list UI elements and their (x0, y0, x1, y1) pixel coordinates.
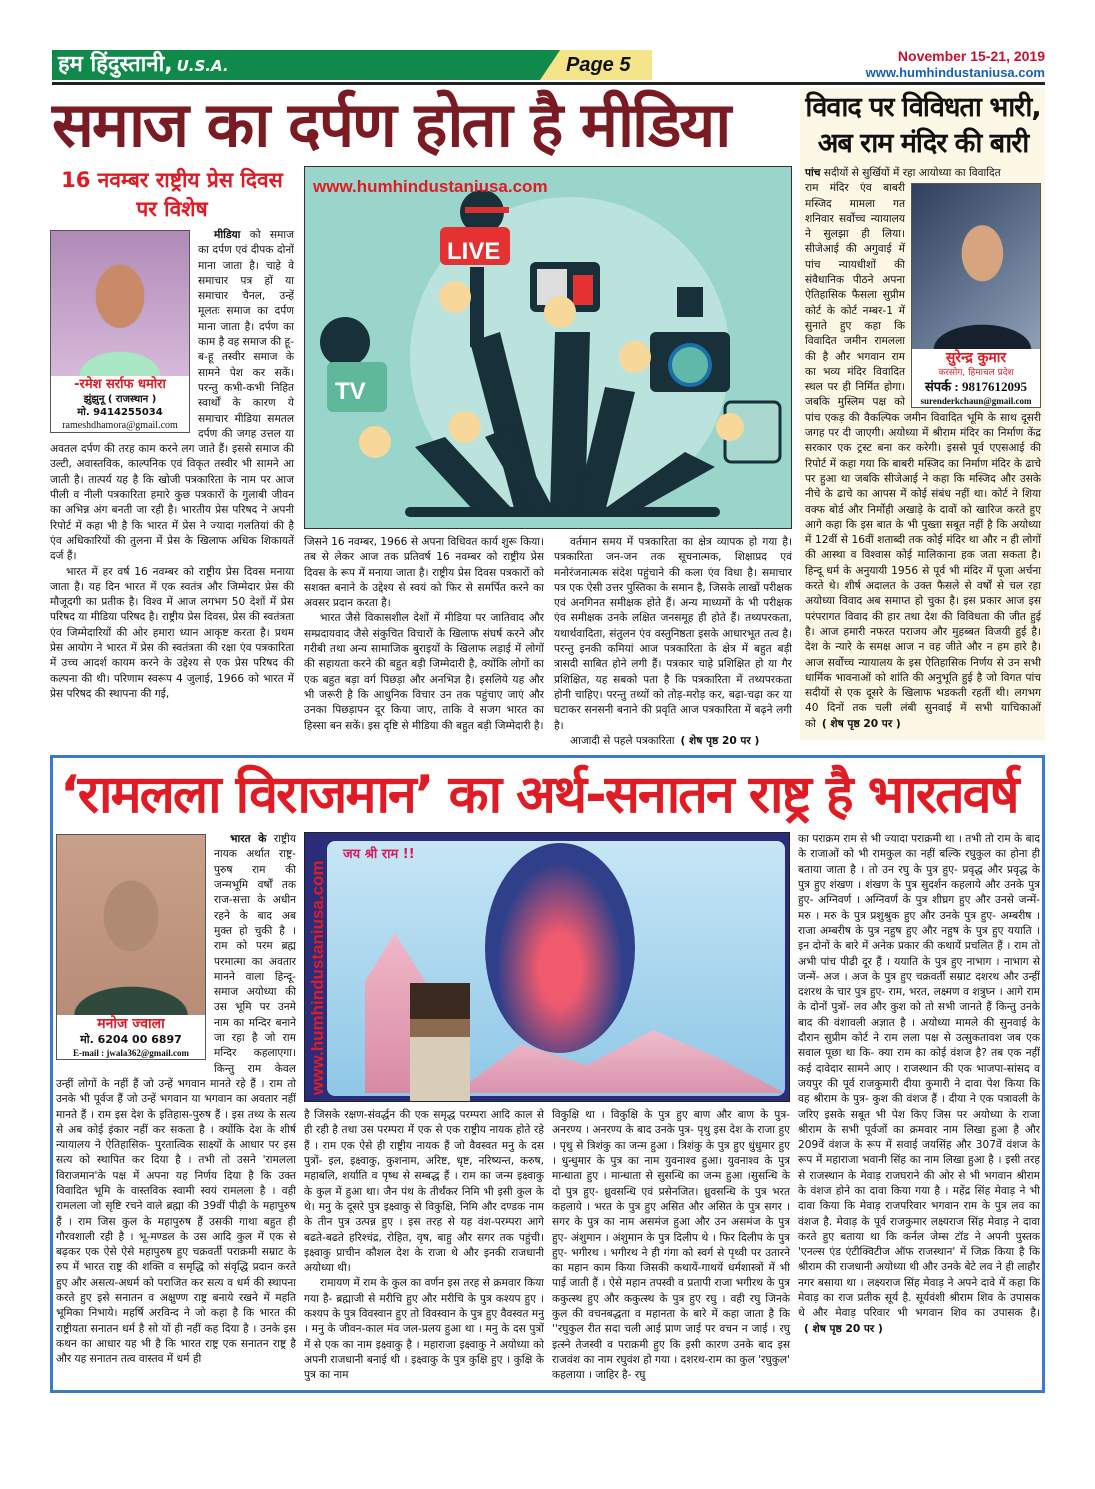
article1-headline: समाज का दर्पण होता है मीडिया (52, 88, 730, 161)
article2-body (805, 166, 1041, 732)
paragraph: का पराक्रम राम से भी ज्यादा पराक्रमी था । तभी तो राम के बाद के राजाओं को भी रामकुल का नहीं बल्कि रघुकुल का होना ही बताया जाता है । तो उन रघु के पुत्र हुए- प्रवृद्ध और प्रवृद्ध के पुत्र हुए शंखण । शंखण के पुत्र सुदर्शन कहलाये और उनके पुत्र हुए- अग्निवर्ण । अग्निवर्ण के पुत्र शीघ्रग हुए और उनसे जन्में- मरु । मरु के पुत्र प्रशुश्रुक हुए और उनके पुत्र हुए- अम्बरीष । राजा अम्बरीष के पुत्र नहुष हुए और नहुष के पुत्र हुए ययाति । इन दोनों के बारे में अनेक प्रकार की कथायें प्रचलित हैं । राम तो अभी पांच पीढी दूर हैं । ययाति के पुत्र हुए नाभाग । नाभाग से जन्में- अज । अज के पुत्र हुए चक्रवर्ती सम्राट दशरथ और उन्हीं दशरथ के चार पुत्र हुए- राम, भरत, लक्ष्मण व शत्रुघ्न । आगे राम के दोनों पुत्रों- लव और कुश को तो सभी जानते हैं किन्तु उनके बाद की वंशावली अज्ञात है । अयोध्या मामले की सुनवाई के दौरान सुप्रीम कोर्ट ने राम लला पक्ष से उत्सुकतावश जब एक सवाल पूछा था कि- क्या राम का कोई वंशज है? तब एक नहीं कई दावेदार सामने आए । राजस्थान की एक भाजपा-सांसद व जयपुर की पूर्व राजकुमारी दीया कुमारी ने दावा पेश किया कि वह श्रीराम के पुत्र- कुश की वंशज हैं । दीया ने एक पत्रावली के जरिए इसके सबूत भी पेश किए जिस पर अयोध्या के राजा श्रीराम के सभी पूर्वजों का क्रमवार नाम लिखा हुआ है और 209वें वंशज के रूप में सवाई जयसिंह और 307वें वंशज के रूप में महाराजा भवानी सिंह का नाम लिखा हुआ है । इसी तरह से राजस्थान के मेवाड़ राजघराने की ओर से भी भगवान श्रीराम के वंशज होने का दावा किया गया है । महेंद्र सिंह मेवाड़ ने भी दावा किया कि मेवाड़ राजपरिवार भगवान राम के पुत्र लव का वंशज है. मेवाड़ के पूर्व राजकुमार लक्ष्यराज सिंह मेवाड़ ने दावा करते हुए बताया था कि कर्नल जेम्स टॉड ने अपनी पुस्तक 'एनल्स एंड एंटीक्विटीज ऑफ राजस्थान' में जिक्र किया है कि श्रीराम की राजधानी अयोध्या थी और उनके बेटे लव ने ही लाहौर नगर बसाया था । लक्ष्यराज सिंह मेवाड़ ने अपने दावे में कहा कि मेवाड़ का राज प्रतीक सूर्य है. सूर्यवंशी श्रीराम शिव के उपासक थे और मेवाड़ परिवार भी भगवान शिव का उपासक है। (798, 833, 1040, 1320)
image-watermark: www.humhindustaniusa.com (308, 860, 327, 1096)
paragraph: को समाज का दर्पण एवं दीपक दोनों माना जाता है। चाहे वे समाचार पत्र हों या समाचार चैनल, उन्हें मूलतः समाज का दर्पण माना जाता है। दर्पण का काम है वह समाज की हू-ब-हू तस्वीर समाज के सामने पेश कर सकें। परन्तु कभी-कभी निहित स्वार्थों के कारण ये समाचार मीडिया समतल दर्पण की जगह उत्तल या अवतल दर्पण की तरह काम करने लग जाते हैं। इससे समाज की उल्टी, अवास्तविक, काल्पनिक एवं विकृत तस्वीर भी सामने आ जाती है। तात्पर्य यह है कि खोजी पत्रकारिता के नाम पर आज पीली व नीली पत्रकारिता हमारे कुछ पत्रकारों के गुलाबी जीवन का अभिन्न अंग बनती जा रही है। भारतीय प्रेस परिषद ने अपनी रिपोर्ट में कहा भी है कि भारत में प्रेस ने ज्यादा गलतियां की है एंव अधिकारियों की तुलना में प्रेस के खिलाफ अधिक शिकायतें दर्ज हैं। (50, 229, 294, 563)
boy-figure (410, 983, 470, 1102)
author-phone: मो. 9414255034 (77, 407, 163, 418)
author-email: rameshdhamora@gmail.com (62, 420, 178, 431)
ram-temple-photo (304, 832, 790, 1102)
tv-label: TV (335, 378, 366, 405)
paragraph: जिसने 16 नवम्बर, 1966 से अपना विधिवत कार्य शुरू किया। तब से लेकर आज तक प्रतिवर्ष 16 नवम्बर को राष्ट्रीय प्रेस दिवस के रूप में मनाया जाता है। राष्ट्रीय प्रेस दिवस पत्रकारों को सशक्त बनाने के उद्देश्य से स्वयं को फिर से समर्पित करने का अवसर प्रदान करता है। (304, 536, 544, 610)
article2 (800, 88, 1045, 740)
paragraph: रामायण में राम के कुल का वर्णन इस तरह से क्रमवार किया गया है- ब्रह्माजी से मरीचि हुए और मरीचि के पुत्र कश्यप हुए । कश्यप के पुत्र विवस्वान हुए तो विवस्वान के पुत्र हुए वैवस्वत मनु । मनु के जीवन-काल मंव जल-प्रलय हुआ था । मनु के दस पुत्रों में से एक का नाम इक्ष्वाकु है । महाराजा इक्ष्वाकु ने अयोध्या को अपनी राजधानी बनाई थी । इक्ष्वाकु के पुत्र कुक्षि हुए । कुक्षि के पुत्र का नाम (304, 1277, 544, 1382)
author-photo-box (50, 230, 190, 433)
article1-subhead: 16 नवम्बर राष्ट्रीय प्रेस दिवस पर विशेष (61, 168, 283, 221)
paragraph: विकुक्षि था । विकुक्षि के पुत्र हुए बाण और बाण के पुत्र- अनरण्य । अनरण्य के बाद उनके पुत्र- पृथु इस देश के राजा हुए । पृथु से त्रिशंकु का जन्म हुआ । त्रिशंकु के पुत्र हुए धुंधुमार हुए । धुन्धुमार के पुत्र का नाम युवनाश्व हुआ। युवनाश्व के पुत्र मान्धाता हुए । मान्धाता से सुसन्धि का जन्म हुआ ।सुसन्धि के दो पुत्र हुए- ध्रुवसन्धि एवं प्रसेनजित। ध्रुवसन्धि के पुत्र भरत कहलाये । भरत के पुत्र हुए असित और असित के पुत्र सगर । सगर के पुत्र का नाम असमंज हुआ और उन असमंज के पुत्र हुए- अंशुमान । अंशुमान के पुत्र दिलीप थे । फिर दिलीप के पुत्र हुए- भगीरथ । भगीरथ ने ही गंगा को स्वर्ग से पृथ्वी पर उतारने का महान काम किया जिसकी कथायें-गाथयें धर्मशास्त्रों में भी पाई जाती हैं । ऐसे महान तपस्वी व प्रतापी राजा भगीरथ के पुत्र ककुत्स्थ हुए और ककुत्स्थ के पुत्र हुए रघु । वही रघु जिनके कुल की वचनबद्धता व महानता के बारे में कहा जाता है कि ''रघुकुल रीत सदा चली आई प्राण जाई पर वचन न जाई । रघु इत्स्ने तेजस्वी व पराक्रमी हुए कि इसी कारण उनके बाद इस राजवंश का नाम रघुवंश हो गया । दशरथ-राम का कुल 'रघुकुल' कहलाया । जाहिर है- रघु (552, 1109, 790, 1382)
paragraph: राष्ट्रीय नायक अर्थात राष्ट्र-पुरुष राम की जन्मभूमि वर्षों तक राज-सत्ता के अधीन रहने के बाद अब मुक्त हो चुकी है । राम को परम ब्रह्म परमात्मा का अवतार मानने वाला हिन्दू-समाज अयोध्या की उस भूमि पर उनमे नाम का मन्दिर बनाने जा रहा है जो राम मन्दिर कहलाएगा। किन्तु राम केवल उन्हीं लोगों के नहीं हैं जो उन्हें भगवान मानते रहे हैं । राम तो उनके भी पूर्वज हैं जो उन्हें भगवान या भगवान का अवतार नहीं मानते हैं । राम इस देश के इतिहास-पुरुष हैं । इस तथ्य के सत्य से अब कोई इंकार नहीं कर सकता है । क्योंकि देश के शीर्ष न्यायालय ने ऐतिहासिक- पुरतात्विक साक्ष्यों के आधार पर इस सत्य को स्थापित कर दिया है । तभी तो उसने 'रामलला विराजमान'के पक्ष में अपना यह निर्णय दिया है कि उक्त विवादित भूमि के वास्तविक स्वामी स्वयं रामलला है । वही रामलला जो सृष्टि रचने वाले ब्रह्मा की 39वीं पीढ़ी के महापुरुष हैं । राम जिस कुल के महापुरुष हैं उसकी गाथा बहुत ही गौरवशाली रही है । भू-मण्डल के उस आदि कुल में एक से बढ़कर एक ऐसे ऐसे महापुरुष हुए चक्रवर्ती पराक्रमी सम्राट के रुप में भारत राष्ट्र की शक्ति व समृद्धि को संवृद्धि प्रदान करते हुए और असत्य-अधर्म को पराजित कर सत्य व धर्म की स्थापना करते हुए इसे सनातन व अक्षुण्ण राष्ट्र बनाये रखने में महति भूमिका निभाये। महर्षि अरविन्द ने जो कहा है कि भारत की राष्ट्रीयता सनातन धर्म है सो यों ही नहीं कह दिया है । उनके इस कथन का आधार यह भी है कि भारत राष्ट्र एक सनातन राष्ट्र है और यह सनातन तत्व वास्तव में धर्म ही (56, 833, 297, 1366)
author-photo (912, 184, 1040, 349)
masthead-suffix: U.S.A. (176, 57, 229, 75)
author-photo-box (56, 834, 206, 1060)
author-phone: मो. 6204 00 6897 (80, 1033, 182, 1047)
author-name: मनोज ज्वाला (97, 1016, 165, 1033)
top-section (50, 88, 1045, 749)
paragraph: भारत में हर वर्ष 16 नवम्बर को राष्ट्रीय प्रेस दिवस मनाया जाता है। यह दिन भारत में एक स्वतंत्र और जिम्मेदार प्रेस की मौजूदगी का प्रतीक है। विश्व में आज लगभग 50 देशों में प्रेस परिषद या मीडिया परिषद है। राष्ट्रीय प्रेस दिवस, प्रेस की स्वतंत्रता एंव जिम्मेदारियों की ओर हमारा ध्यान आकृष्ट करता है। प्रथम प्रेस आयोग ने भारत में प्रेस की स्वतंत्रता की रक्षा एंव पत्रकारिता में उच्च आदर्श कायम करने के उद्देश्य से एक प्रेस परिषद की कल्पना की थी। परिणाम स्वरूप 4 जुलाई, 1966 को भारत में प्रेस परिषद की स्थापना की गई, (50, 565, 294, 700)
ram-painting (485, 843, 635, 1053)
author-photo (51, 231, 189, 376)
author-name: -रमेश सर्राफ धमोरा (74, 377, 166, 392)
author-photo-box (911, 183, 1041, 408)
page-number: Page 5 (566, 54, 631, 76)
author-photo (57, 835, 205, 1015)
paragraph: भारत जैसे विकासशील देशों में मीडिया पर जातिवाद और सम्प्रदायवाद जैसे संकुचित विचारों के खिलाफ संघर्ष करने और गरीबी तथा अन्य सामाजिक बुराइयों के खिलाफ लड़ाई में लोगों की सहायता करने की बहुत बड़ी जिम्मेदारी है, क्योंकि लोगों का एक बहुत बड़ा वर्ग पिछड़ा और अनभिज्ञ है। इसलिये यह और भी जरूरी है कि आधुनिक विचार उन तक पहुंचाए जाएं और उनका पिछड़ापन दूर किया जाए, ताकि वे सजग भारत का हिस्सा बन सकें। इस दृष्टि से मीडिया की बहुत बड़ी जिम्मेदारी है। (304, 612, 544, 732)
website-link[interactable]: www.humhindustaniusa.com (865, 65, 1045, 80)
article3-headline: ‘रामलला विराजमान’ का अर्थ-सनातन राष्ट्र है भारतवर्ष (60, 765, 1018, 826)
article1-column-3 (554, 535, 792, 749)
article3 (50, 755, 1045, 1392)
masthead (58, 52, 229, 79)
author-email: surenderkchaun@gmail.com (920, 396, 1032, 407)
lead-word: मीडिया (214, 229, 241, 241)
article3-column-4 (798, 832, 1040, 1383)
author-phone: संपर्क : 9817612095 (925, 379, 1027, 395)
header-divider (52, 82, 1045, 85)
issue-date: November 15-21, 2019 (897, 48, 1045, 64)
article1-column-1 (50, 228, 294, 702)
article3-column-3 (552, 1108, 790, 1383)
author-place: करसोग, हिमाचल प्रदेश (938, 368, 1014, 379)
paragraph: वर्तमान समय में पत्रकारिता का क्षेत्र व्यापक हो गया है। पत्रकारिता जन-जन तक सूचनात्मक, शिक्षाप्रद एवं मनोरंजनात्मक संदेश पहुंचाने की कला एंव विधा है। समाचार पत्र एक ऐसी उत्तर पुस्तिका के समान है, जिसके लाखों परीक्षक एवं अनगिनत समीक्षक होते हैं। अन्य माध्यमों के भी परीक्षक एंव समीक्षक उनके लक्षित जनसमूह ही होते हैं। तथ्यपरकता, यथार्थवादिता, संतुलन एंव वस्तुनिष्ठता इसके आधारभूत तत्व है। परन्तु इनकी कमियां आज पत्रकारिता के क्षेत्र में बहुत बड़ी त्रासदी साबित होने लगी हैं। पत्रकार चाहे प्रशिक्षित हो या गैर प्रशिक्षित, यह सबको पता है कि पत्रकारिता में तथ्यपरकता होनी चाहिए। परन्तु तथ्यों को तोड़-मरोड़ कर, बढ़ा-चढ़ा कर या घटाकर सनसनी बनाने की प्रवृति आज पत्रकारिता में बढ़ने लगी है। (554, 536, 792, 732)
article1-grid (50, 166, 792, 749)
continued-link[interactable]: ( शेष पृष्ठ 20 पर ) (804, 1322, 883, 1335)
image-caption: जय श्री राम !! (343, 847, 415, 863)
media-illustration (304, 166, 792, 529)
lead-word: पांच (805, 167, 821, 179)
paragraph: राम मंदिर एंव बाबरी मस्जिद मामला गत शनिवार सर्वोच्च न्यायालय ने सुलझा ही लिया। सीजेआई की अगुवाई में पांच न्यायधीशों की संवैधानिक पीठने अपना ऐतिहासिक फैसला सुप्रीम कोर्ट के कोर्ट नम्बर-1 में सुनाते हुए कहा कि विवादित जमीन रामलला की है और भगवान राम का भव्य मंदिर विवादित स्थल पर ही निर्मित होगा। जबकि मुस्लिम पक्ष को पांच एकड़ की वैकल्पिक जमीन विवादित भूमि के साथ दूसरी जगह पर दी जाएगी। अयोध्या में श्रीराम मंदिर का निर्माण केंद्र सरकार एक ट्रस्ट बना कर करेगी। इससे पूर्व एएसआई की रिपोर्ट में कहा गया कि बाबरी मस्जिद का निर्माण मंदिर के ढाचे पर हुआ था जबकि सीजेआई ने कहा कि मस्जिद और उसके नीचे के ढाचे का आपस में कोई संबंध नहीं था। कोर्ट ने शिया वक्फ बोर्ड और निर्मोही अखाड़े के दावों को खारिज करते हुए आगे कहा कि इस बात के भी पुख्ता सबूत नहीं है कि अयोध्या में 12वीं से 16वीं शताब्दी तक कोई मंदिर था और न ही लोगों की आस्था व विश्वास कोई मालिकाना हक जता सकता है। हिन्दू धर्म के अनुयायी 1956 से पूर्व भी मंदिर में पूजा अर्चना करते थे। शीर्ष अदालत के उक्त फैसले से वर्षों से चल रहा अयोध्या विवाद अब समाप्त हो चुका है। इस प्रकार आज इस परंपरागत विवाद की हार तथा देश की विविधता की जीत हुई है। आज हमारी नफरत पराजय और मुहब्बत विजयी हुई है। देश के न्यारे के समक्ष आज न वह जीते और न हम हारे है। आज सर्वोच्च न्यायालय के इस ऐतिहासिक निर्णय से उन सभी धार्मिक भावनाओं को शांति की अनुभूति हुई है जो विगत पांच सदीयों से एक दूसरे के खिलाफ भडकती रहतीं थी। लगभग 40 दिनों तक चली लंबी सुनवाई में सभी याचिकाओं को (805, 182, 1041, 730)
continued-link[interactable]: ( शेष पृष्ठ 20 पर ) (821, 717, 901, 730)
lead-text: सदीयों से सुर्खियों में रहा आयोध्या का विवादित (823, 167, 1001, 179)
article3-grid (56, 832, 1039, 1383)
image-watermark: www.humhindustaniusa.com (313, 177, 548, 196)
article3-column-2 (304, 1108, 544, 1383)
masthead-title: हम हिंदुस्तानी, (58, 52, 173, 77)
article1-column-2 (304, 535, 544, 749)
media-hands-illustration (305, 167, 790, 529)
article2-headline: विवाद पर विविधता भारी, अब राम मंदिर की बारी (805, 92, 1041, 159)
author-place: झुंझुनू ( राजस्थान ) (83, 394, 157, 405)
author-email: E-mail : jwala362@gmail.com (72, 1048, 190, 1059)
article1-column-1-wrap (50, 166, 294, 749)
paragraph: आजादी से पहले पत्रकारिता (570, 734, 675, 747)
author-name: सुरेन्द्र कुमार (945, 350, 1007, 367)
live-label: LIVE (447, 238, 501, 265)
article3-column-1 (56, 832, 296, 1383)
continued-link[interactable]: ( शेष पृष्ठ 20 पर ) (680, 734, 760, 747)
lead-word: भारत के (230, 833, 267, 846)
article1 (50, 88, 792, 749)
paragraph: है जिसके रक्षण-संवर्द्धन की एक समृद्ध परम्परा आदि काल से ही रही है तथा उस परम्परा में एक से एक राष्ट्रीय नायक होते रहे हैं । राम एक ऐसे ही राष्ट्रीय नायक हैं जो वैवस्वत मनु के दस पुत्रों- इल, इक्ष्वाकु, कुशनाम, अरिष्ट, धृष्ट, नरिष्यन्त, करुष, महाबलि, शर्याति व पृष्ध से सम्बद्ध हैं । राम का जन्म इक्ष्वाकु के कुल में हुआ था। जैन पंथ के तीर्थंकर निमि भी इसी कुल के थे। मनु के दूसरे पुत्र इक्ष्वाकु से विकुक्षि, निमि और दण्डक नाम के तीन पुत्र उत्पन्न हुए । इस तरह से यह वंश-परम्परा आगे बढते-बढते हरिश्चंद्र, रोहित, वृष, बाहु और सगर तक पहुंची। इक्ष्वाकु प्राचीन कौशल देश के राजा थे और इनकी राजधानी अयोध्या थी। (304, 1109, 544, 1275)
